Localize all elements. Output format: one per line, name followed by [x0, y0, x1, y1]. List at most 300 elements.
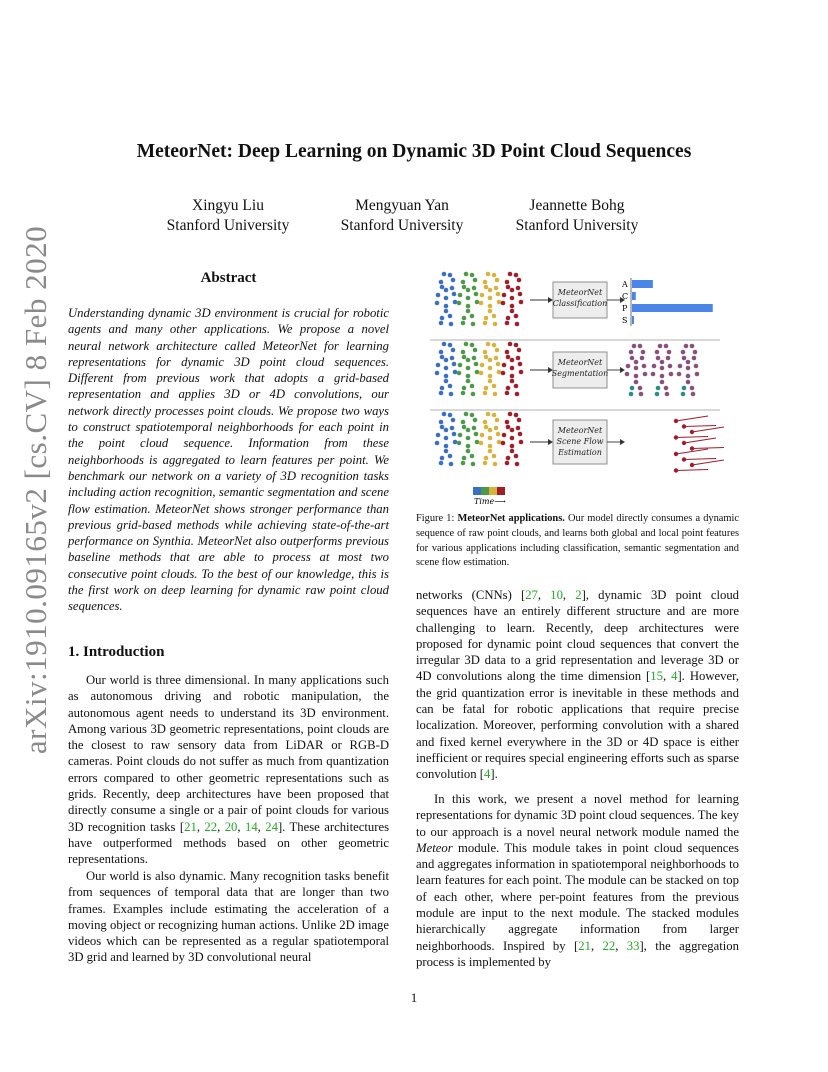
point-dot — [518, 292, 523, 297]
point-dot — [457, 441, 462, 446]
point-dot — [474, 432, 479, 437]
point-dot — [514, 413, 519, 418]
segmented-point — [634, 374, 639, 379]
point-dot — [488, 379, 493, 384]
point-dot — [450, 426, 455, 431]
point-dot — [492, 314, 497, 319]
class-label: A — [622, 280, 628, 289]
point-dot — [440, 285, 445, 290]
point-dot — [516, 286, 521, 291]
segmented-point — [664, 344, 669, 349]
point-dot — [506, 425, 511, 430]
citation-link[interactable]: 33 — [626, 938, 640, 953]
segmented-point — [664, 386, 669, 391]
point-dot — [496, 292, 501, 297]
point-dot — [488, 296, 493, 301]
point-dot — [484, 285, 489, 290]
point-dot — [488, 358, 493, 363]
point-dot — [449, 322, 454, 327]
point-dot — [486, 342, 491, 347]
class-label: S — [622, 316, 628, 325]
segmented-point — [655, 392, 660, 397]
point-dot — [462, 285, 467, 290]
point-dot — [488, 444, 493, 449]
classification-bars — [621, 278, 713, 326]
segmented-point — [678, 364, 683, 369]
point-dot — [510, 296, 515, 301]
point-dot — [466, 444, 471, 449]
point-dot — [497, 440, 502, 445]
citation-link[interactable]: 10 — [550, 588, 563, 602]
point-dot — [470, 343, 475, 348]
point-dot — [474, 292, 479, 297]
segmented-point — [682, 386, 687, 391]
point-dot — [466, 428, 471, 433]
point-dot — [517, 418, 522, 423]
point-dot — [479, 441, 484, 446]
point-dot — [466, 449, 471, 454]
point-dot — [475, 300, 480, 305]
point-dot — [502, 293, 507, 298]
author-1 — [128, 196, 328, 236]
flow-arrow-icon — [676, 416, 708, 421]
flow-arrow-icon — [684, 459, 716, 460]
author-affiliation: Stanford University — [515, 217, 639, 234]
point-dot — [510, 309, 515, 314]
segmented-point — [667, 350, 672, 355]
point-dot — [444, 379, 449, 384]
segmented-point — [686, 374, 691, 379]
point-dot — [473, 418, 478, 423]
segmented-point — [666, 356, 671, 361]
point-dot — [493, 322, 498, 327]
point-dot — [450, 356, 455, 361]
point-dot — [517, 348, 522, 353]
segmented-point — [668, 364, 673, 369]
author-affiliation: Stanford University — [166, 217, 290, 234]
point-dot — [505, 420, 510, 425]
point-dot — [493, 392, 498, 397]
point-dot — [451, 348, 456, 353]
segmented-point — [669, 372, 674, 377]
point-dot — [451, 418, 456, 423]
point-dot — [510, 436, 515, 441]
point-dot — [452, 362, 457, 367]
segmented-point — [681, 350, 686, 355]
flow-point — [690, 430, 694, 434]
citation-link[interactable]: 15 — [650, 669, 663, 684]
segmented-point — [638, 386, 643, 391]
point-dot — [510, 288, 515, 293]
point-dot — [515, 392, 520, 397]
meteornet-boxes — [530, 282, 628, 464]
point-dot — [466, 296, 471, 301]
segmented-point — [639, 392, 644, 397]
point-dot — [494, 426, 499, 431]
point-dot — [479, 301, 484, 306]
segmented-point — [660, 380, 665, 385]
citation-link[interactable]: 20 — [224, 819, 238, 834]
point-dot — [502, 433, 507, 438]
point-dot — [458, 433, 463, 438]
segmented-point — [656, 386, 661, 391]
citation-link[interactable]: 27 — [525, 588, 538, 602]
abstract-text: Understanding dynamic 3D environment is crucial for robotic agents and many other applications. We propose a novel neural network architecture called MeteorNet for learning representations for dynamic 3D point cloud sequences. Different from previous work that adopts a grid-based representation and applies 3D or 4D convolutions, our network directly processes point clouds. We propose two ways to construct spatiotemporal neighborhoods for each point in the point cloud sequence. Information from these neighborhoods is aggregated to learn features per point. We benchmark our network on a variety of 3D recognition tasks including action recognition, semantic segmentation and scene flow estimation. MeteorNet shows stronger performance than previous grid-based methods while achieving state-of-the-art performance on Synthia. MeteorNet also outperforms previous baseline methods that are able to process at most two consecutive point clouds. To the best of our knowledge, this is the first work on deep learning for dynamic raw point cloud sequences. — [68, 306, 389, 614]
flow-arrow-icon — [684, 438, 716, 443]
point-dot — [483, 321, 488, 326]
point-dot — [473, 348, 478, 353]
arrowhead-icon — [548, 439, 553, 445]
class-score-bar — [632, 304, 713, 312]
segmented-point — [660, 366, 665, 371]
segmented-point — [630, 356, 635, 361]
point-dot — [483, 461, 488, 466]
intro-right-paragraph-1: networks (CNNs) [27, 10, 2], dynamic 3D point cloud sequences have an entirely different structure and are more challenging to learn. Recently, deep architectures were proposed for dynamic point cloud sequences that convert the irregular 3D data to a grid representation and leverage 3D or 4D convolutions along the time dimension [15, 4]. However, the grid quantization error is inevitable in these methods and can be fatal for robotic applications that require precise localization. Moreover, performing convolution with a shared and fixed kernel everywhere in the 3D or 4D space is either inefficient or requires special engineering efforts such as sparse convolution [4]. — [416, 588, 740, 782]
author-list — [0, 196, 828, 240]
point-dot — [444, 366, 449, 371]
point-dot — [519, 440, 524, 445]
point-dot — [444, 309, 449, 314]
point-dot — [479, 371, 484, 376]
figure-1 — [430, 268, 730, 506]
page-number: 1 — [410, 990, 418, 1005]
segmented-point — [695, 372, 700, 377]
point-dot — [484, 355, 489, 360]
figure-caption: Figure 1: MeteorNet applications. Our model directly consumes a dynamic sequence of raw point clouds, and learns both global and local point features for various applications including classification, semantic segmentation and scene flow estimation. — [416, 513, 739, 569]
point-dot — [514, 384, 519, 389]
flow-point — [674, 419, 678, 423]
point-dot — [514, 273, 519, 278]
segmented-point — [638, 344, 643, 349]
point-dot — [466, 288, 471, 293]
output-points — [625, 344, 724, 473]
point-dot — [506, 386, 511, 391]
point-dot — [488, 428, 493, 433]
point-dot — [470, 273, 475, 278]
point-dot — [494, 356, 499, 361]
point-dot — [451, 278, 456, 283]
point-dot — [439, 391, 444, 396]
point-dot — [470, 384, 475, 389]
flow-point — [690, 463, 694, 467]
segmented-point — [692, 356, 697, 361]
segmented-point — [634, 380, 639, 385]
point-dot — [510, 366, 515, 371]
box-label: Segmentation — [551, 369, 609, 378]
segmented-point — [629, 350, 634, 355]
point-dot — [506, 456, 511, 461]
segmented-point — [641, 350, 646, 355]
point-dot — [439, 321, 444, 326]
point-dot — [492, 413, 497, 418]
point-dot — [466, 366, 471, 371]
point-dot — [450, 286, 455, 291]
point-dot — [488, 374, 493, 379]
segmented-point — [643, 372, 648, 377]
point-dot — [449, 462, 454, 467]
point-dot — [486, 272, 491, 277]
section-heading-introduction: 1. Introduction — [68, 644, 165, 660]
point-dot — [461, 350, 466, 355]
point-dot — [461, 391, 466, 396]
point-dot — [506, 355, 511, 360]
point-dot — [448, 384, 453, 389]
segmented-point — [677, 372, 682, 377]
point-dot — [466, 304, 471, 309]
point-dot — [435, 371, 440, 376]
citation-link[interactable]: 21 — [184, 819, 197, 834]
citation-link[interactable]: 14 — [244, 819, 258, 834]
author-name: Mengyuan Yan — [355, 197, 449, 214]
time-label: Time⟶ — [474, 497, 506, 506]
point-dot — [505, 391, 510, 396]
segmented-point — [690, 344, 695, 349]
citation-link[interactable]: 22 — [602, 938, 616, 953]
point-dot — [440, 425, 445, 430]
point-dot — [435, 301, 440, 306]
point-dot — [461, 420, 466, 425]
flow-point — [674, 452, 678, 456]
point-dot — [493, 462, 498, 467]
point-dot — [484, 386, 489, 391]
point-dot — [439, 350, 444, 355]
point-dot — [514, 343, 519, 348]
flow-arrow-icon — [676, 437, 708, 438]
point-dot — [519, 370, 524, 375]
flow-arrow-icon — [684, 426, 716, 427]
segmented-point — [629, 392, 634, 397]
point-dot — [471, 322, 476, 327]
citation-link[interactable]: 22 — [204, 819, 218, 834]
figure-illustration — [430, 268, 730, 506]
point-dot — [514, 314, 519, 319]
point-dot — [515, 462, 520, 467]
point-cloud-sequences — [435, 272, 524, 467]
point-dot — [488, 436, 493, 441]
box-label: Estimation — [558, 448, 602, 457]
segmented-point — [682, 356, 687, 361]
class-label: P — [622, 304, 628, 313]
intro-paragraph-1: Our world is three dimensional. In many applications such as autonomous driving and robotic manipulation, the autonomous agent needs to understand its 3D environment. Among various 3D geometric representations, point clouds are the closest to raw sensory data from LiDAR or RGB-D cameras. Point clouds do not suffer as much from quantization errors compared to other geometric representations such as grids. Recently, deep architectures have been proposed that directly consume a single or a pair of point clouds for various 3D recognition tasks [21, 22, 20, 14, 24]. These architectures have outperformed methods based on other geometric representations. — [68, 673, 390, 867]
point-dot — [510, 304, 515, 309]
point-dot — [510, 358, 515, 363]
segmented-point — [693, 350, 698, 355]
point-dot — [516, 356, 521, 361]
segmented-point — [658, 344, 663, 349]
segmented-point — [686, 360, 691, 365]
point-dot — [515, 322, 520, 327]
point-dot — [462, 355, 467, 360]
time-color-swatch — [481, 487, 489, 495]
point-dot — [510, 444, 515, 449]
segmented-point — [690, 386, 695, 391]
arrowhead-icon — [620, 439, 625, 445]
point-dot — [462, 386, 467, 391]
point-dot — [448, 273, 453, 278]
point-dot — [440, 456, 445, 461]
point-dot — [436, 293, 441, 298]
point-dot — [496, 362, 501, 367]
segmented-point — [686, 380, 691, 385]
point-dot — [464, 342, 469, 347]
point-dot — [442, 412, 447, 417]
point-dot — [495, 278, 500, 283]
point-dot — [501, 441, 506, 446]
class-score-bar — [632, 280, 653, 288]
point-dot — [462, 456, 467, 461]
point-dot — [475, 440, 480, 445]
flow-arrow-icon — [692, 448, 724, 449]
class-score-bar — [632, 292, 636, 300]
box-label: Classification — [552, 299, 608, 308]
flow-point — [674, 435, 678, 439]
point-dot — [436, 363, 441, 368]
point-dot — [514, 454, 519, 459]
point-dot — [453, 440, 458, 445]
segmented-point — [651, 372, 656, 377]
point-dot — [457, 301, 462, 306]
abstract-heading: Abstract — [200, 270, 257, 286]
point-dot — [494, 286, 499, 291]
segmented-point — [660, 374, 665, 379]
point-dot — [508, 412, 513, 417]
point-dot — [488, 288, 493, 293]
segmented-point — [686, 366, 691, 371]
point-dot — [472, 426, 477, 431]
flow-point — [682, 424, 686, 428]
segmented-point — [625, 372, 630, 377]
point-dot — [510, 374, 515, 379]
point-dot — [444, 296, 449, 301]
point-dot — [444, 428, 449, 433]
point-dot — [516, 426, 521, 431]
flow-point — [682, 441, 686, 445]
point-dot — [448, 413, 453, 418]
point-dot — [488, 449, 493, 454]
citation-link[interactable]: 21 — [578, 938, 591, 953]
citation-link[interactable]: 24 — [265, 819, 278, 834]
flow-point — [690, 446, 694, 450]
point-dot — [472, 356, 477, 361]
point-dot — [480, 293, 485, 298]
point-dot — [442, 342, 447, 347]
paper-title: MeteorNet: Deep Learning on Dynamic 3D Point Cloud Sequences — [136, 141, 692, 162]
point-dot — [444, 304, 449, 309]
intro-paragraph-2: Our world is also dynamic. Many recognition tasks benefit from sequences of temporal data that are longer than two frames. Examples include estimating the acceleration of a moving object or recognizing human actions. Unlike 2D image videos which can be represented as a regular spatiotemporal 3D grid and learned by 3D convolutional neural — [68, 869, 389, 965]
citation-link[interactable]: 4 — [671, 669, 678, 684]
citation-link[interactable]: 2 — [575, 588, 582, 602]
flow-arrow-icon — [692, 460, 724, 465]
point-dot — [466, 374, 471, 379]
segmented-point — [656, 356, 661, 361]
point-dot — [444, 449, 449, 454]
segmented-point — [655, 350, 660, 355]
point-dot — [466, 309, 471, 314]
segmented-point — [652, 364, 657, 369]
point-dot — [464, 272, 469, 277]
box-label: MeteorNet — [557, 426, 603, 435]
point-dot — [492, 343, 497, 348]
point-dot — [444, 358, 449, 363]
time-colorbar — [473, 487, 506, 506]
author-2 — [302, 196, 502, 236]
point-dot — [453, 370, 458, 375]
point-dot — [440, 386, 445, 391]
author-name: Jeannette Bohg — [529, 197, 625, 214]
point-dot — [448, 454, 453, 459]
time-color-swatch — [497, 487, 505, 495]
point-dot — [470, 454, 475, 459]
flow-point — [674, 468, 678, 472]
point-dot — [505, 461, 510, 466]
point-dot — [508, 272, 513, 277]
point-dot — [486, 412, 491, 417]
point-dot — [470, 314, 475, 319]
point-dot — [510, 428, 515, 433]
point-dot — [448, 314, 453, 319]
point-dot — [471, 462, 476, 467]
point-dot — [457, 371, 462, 376]
point-dot — [461, 280, 466, 285]
class-label: C — [622, 292, 629, 301]
point-dot — [483, 350, 488, 355]
point-dot — [495, 348, 500, 353]
point-dot — [519, 300, 524, 305]
point-dot — [518, 362, 523, 367]
point-dot — [483, 391, 488, 396]
author-name: Xingyu Liu — [192, 197, 264, 214]
point-dot — [483, 280, 488, 285]
time-color-swatch — [473, 487, 481, 495]
flow-arrow-icon — [692, 427, 724, 432]
point-dot — [453, 300, 458, 305]
point-dot — [501, 371, 506, 376]
point-dot — [488, 309, 493, 314]
segmented-point — [634, 366, 639, 371]
segmented-point — [684, 344, 689, 349]
point-dot — [497, 300, 502, 305]
point-dot — [452, 292, 457, 297]
flow-arrow-icon — [676, 470, 708, 471]
point-dot — [484, 456, 489, 461]
point-dot — [472, 286, 477, 291]
point-dot — [449, 392, 454, 397]
point-dot — [492, 384, 497, 389]
point-dot — [458, 293, 463, 298]
point-dot — [435, 441, 440, 446]
segmented-point — [681, 392, 686, 397]
point-dot — [483, 420, 488, 425]
point-dot — [497, 370, 502, 375]
point-dot — [473, 278, 478, 283]
point-dot — [502, 363, 507, 368]
point-dot — [439, 280, 444, 285]
point-dot — [484, 316, 489, 321]
point-dot — [506, 316, 511, 321]
point-dot — [452, 432, 457, 437]
point-dot — [448, 343, 453, 348]
point-dot — [474, 362, 479, 367]
box-label: MeteorNet — [557, 358, 603, 367]
citation-link[interactable]: 4 — [484, 767, 491, 782]
point-dot — [492, 454, 497, 459]
point-dot — [501, 301, 506, 306]
point-dot — [506, 285, 511, 290]
author-3 — [477, 196, 677, 236]
class-score-bar — [632, 316, 634, 324]
segmented-point — [640, 356, 645, 361]
segmented-point — [665, 392, 670, 397]
